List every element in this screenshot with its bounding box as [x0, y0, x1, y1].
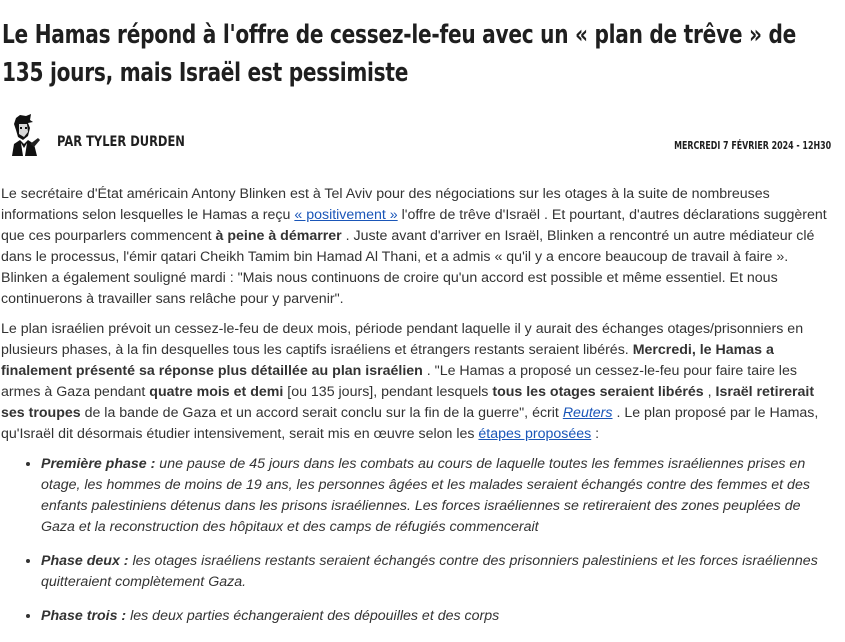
- byline: [0, 112, 845, 157]
- text: Le plan israélien prévoit un cessez-le-feu de deux mois, période pendant laquelle il y aurait des échanges otages/prisonniers en plusieurs phases, à la fin desquelles tous les captifs israéliens et étrangers restants seraient libérés.: [1, 321, 804, 358]
- etapes-proposees-link[interactable]: étapes proposées: [478, 426, 592, 442]
- article-body: [1, 184, 837, 640]
- paragraph-2: [1, 319, 837, 445]
- phase-text: les otages israéliens restants seraient échangés contre des prisonniers palestiniens et les forces israéliennes quitteraient complètement Gaza.: [41, 553, 818, 590]
- publish-date: MERCREDI 7 FÉVRIER 2024 - 12H30: [673, 139, 831, 152]
- text: . Juste avant d'arriver en Israël, Blinken a rencontré un autre médiateur clé dans le processus, l'émir qatari Cheikh Tamim bin Hamad Al Thani, et a admis « qu'il y a encore beaucoup de travail à faire ». Blinken a également souligné mardi : "Mais nous continuons de croire qu'un accord est possible et même essentiel. Et nous continuerons à travailler sans relâche pour y parvenir".: [1, 228, 815, 307]
- text: . Le plan proposé par le Hamas, qu'Israël dit désormais étudier intensivement, serait mis en œuvre selon les: [1, 405, 819, 442]
- list-item: [41, 454, 837, 538]
- emphasis: tous les otages seraient libérés: [492, 384, 704, 400]
- phase-label: Phase trois :: [41, 608, 127, 624]
- text: :: [591, 426, 600, 442]
- text: [ou 135 jours], pendant lesquels: [283, 384, 493, 400]
- paragraph-1: [1, 184, 837, 310]
- text: Le secrétaire d'État américain Antony Blinken est à Tel Aviv pour des négociations sur les otages à la suite de nombreuses informations selon lesquelles le Hamas a reçu: [1, 186, 770, 223]
- author-name[interactable]: PAR TYLER DURDEN: [57, 134, 185, 150]
- text: l'offre de trêve d'Israël . Et pourtant, d'autres déclarations suggèrent que ces pourparlers commencent: [1, 207, 827, 244]
- emphasis: Mercredi, le Hamas a finalement présenté sa réponse plus détaillée au plan israélien: [1, 342, 774, 379]
- article-title: Le Hamas répond à l'offre de cessez-le-feu avec un « plan de trêve » de 135 jours, mais Israël est pessimiste: [2, 20, 797, 88]
- author-avatar[interactable]: [4, 114, 42, 156]
- text: . "Le Hamas a proposé un cessez-le-feu pour faire taire les armes à Gaza pendant: [1, 363, 797, 400]
- phase-label: Phase deux :: [41, 553, 129, 569]
- reuters-link[interactable]: Reuters: [562, 405, 613, 421]
- emphasis: à peine à démarrer: [215, 228, 342, 244]
- emphasis: Israël retirerait ses troupes: [1, 384, 815, 421]
- emphasis: quatre mois et demi: [149, 384, 284, 400]
- positivement-link[interactable]: « positivement »: [294, 207, 398, 223]
- phase-text: les deux parties échangeraient des dépouilles et des corps: [126, 608, 500, 624]
- list-item: [41, 606, 837, 627]
- text: ,: [703, 384, 716, 400]
- phase-list: [1, 454, 837, 627]
- list-item: [41, 551, 837, 593]
- phase-label: Première phase :: [41, 456, 156, 472]
- text: de la bande de Gaza et un accord serait conclu sur la fin de la guerre", écrit: [80, 405, 563, 421]
- phase-text: une pause de 45 jours dans les combats au cours de laquelle toutes les femmes israéliennes prises en otage, les hommes de moins de 19 ans, les personnes âgées et les malades seraient échangés contre des femmes et des enfants palestiniens détenus dans les prisons israéliennes. Les forces israéliennes se retireraient des zones peuplées de Gaza et la reconstruction des hôpitaux et des camps de réfugiés commencerait: [41, 456, 810, 535]
